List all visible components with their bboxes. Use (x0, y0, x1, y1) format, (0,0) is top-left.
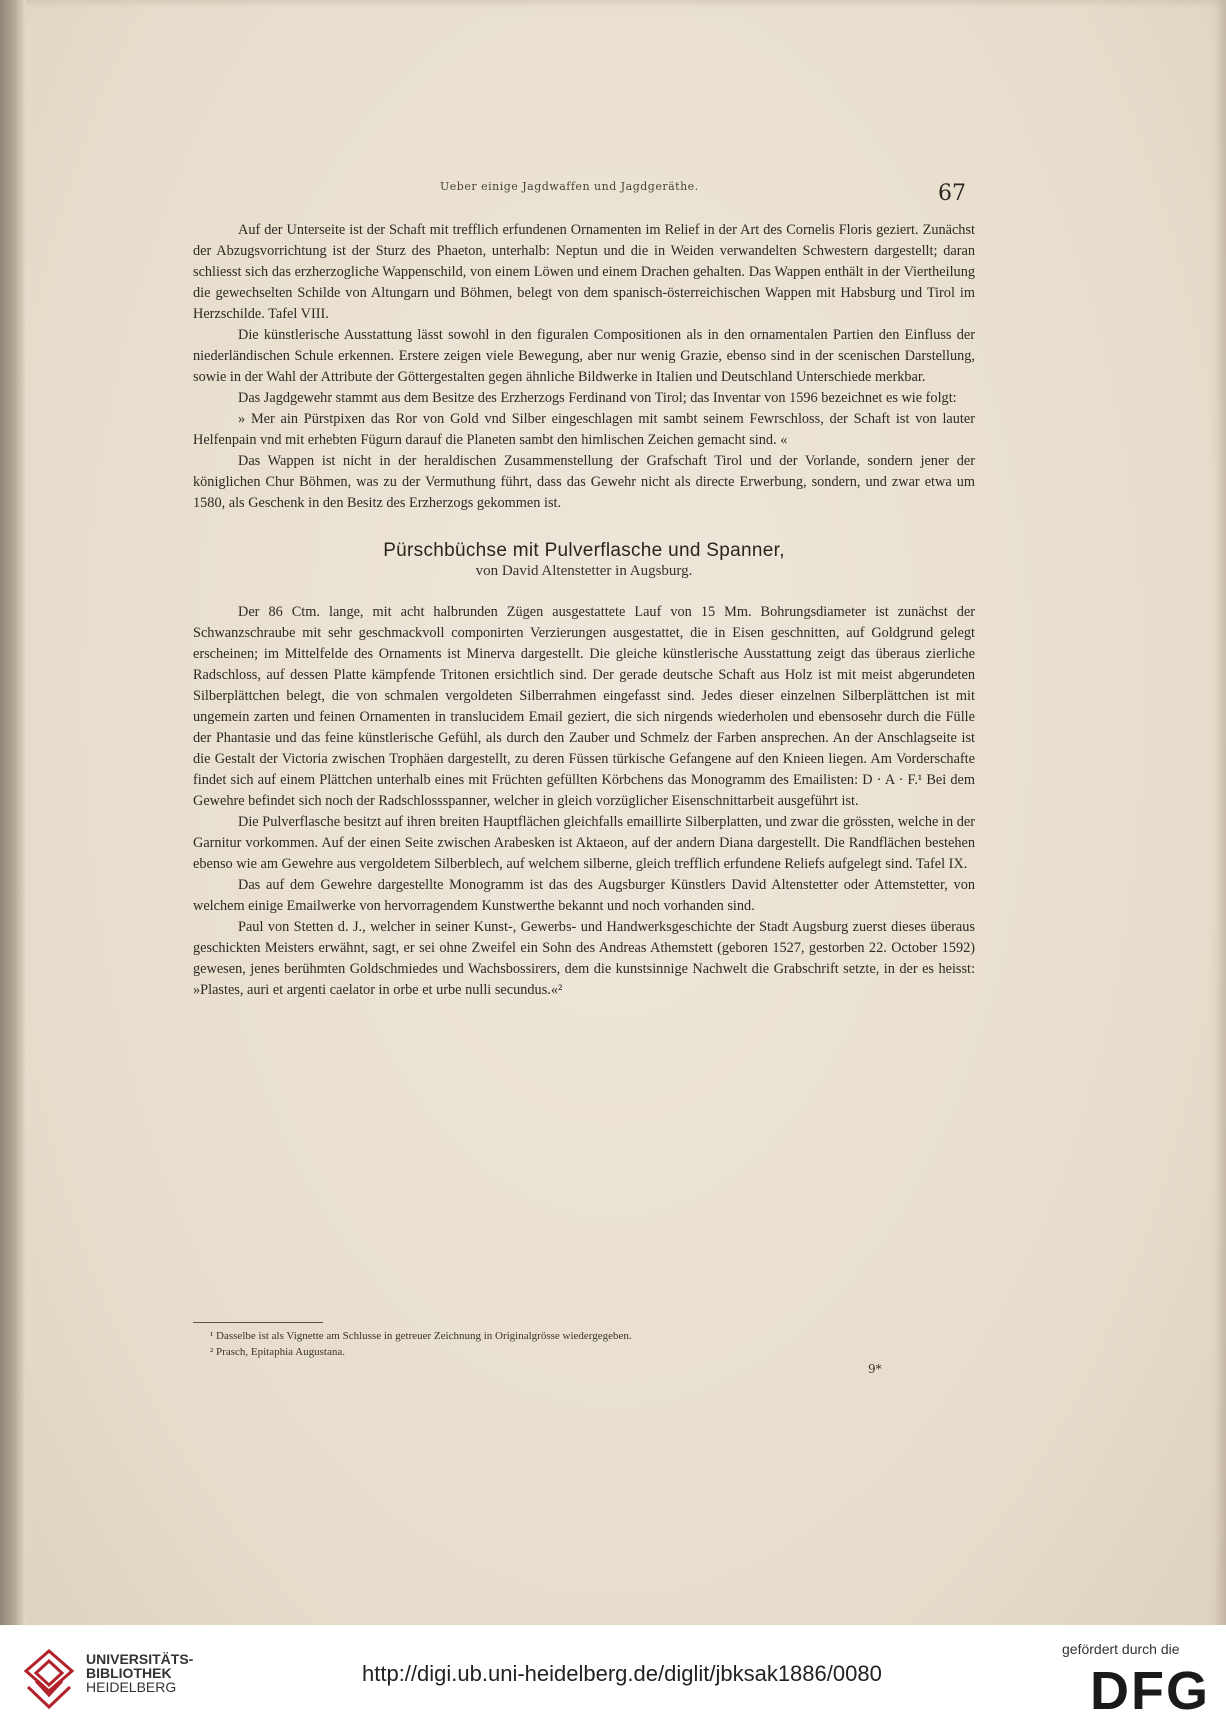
paragraph: Die künstlerische Ausstattung lässt sowohl in den figuralen Compositionen als in den ornamentalen Partien den Einfluss der niederländischen Schule erkennen. Erstere zeigen viele Bewegung, aber nur wenig Grazie, ebenso sind in der scenischen Darstellung, sowie in der Wahl der Attribute der Göttergestalten gegen ähnliche Bildwerke in Italien und Deutschland Unterschiede merkbar. (193, 327, 975, 385)
quote-paragraph: » Mer ain Pürstpixen das Ror von Gold vnd Silber eingeschlagen mit sambt seinem Fewrschloss, der Schaft ist von lauter Helfenpain vnd mit erhebten Fügurn darauf die Planeten sambt den himlischen Zeichen gemacht sind. « (193, 411, 975, 448)
paragraph: Der 86 Ctm. lange, mit acht halbrunden Zügen ausgestattete Lauf von 15 Mm. Bohrungsdiameter ist zunächst der Schwanzschraube mit sehr geschmackvoll componirten Verzierungen ausgestattet, die in Eisen geschnitten, auf Goldgrund gelegt erscheinen; im Mittelfelde des Ornaments ist Minerva dargestellt. Die gleiche künstlerische Ausstattung zeigt das überaus zierliche Radschloss, auf dessen Platte kämpfende Tritonen ersichtlich sind. Der gerade deutsche Schaft aus Holz ist mit meist abgerundeten Silberplättchen belegt, die von schmalen vergoldeten Silberrahmen eingefasst sind. Jedes dieser einzelnen Silberplättchen ist mit ungemein zarten und feinen Ornamenten in translucidem Email geziert, die sich nirgends wiederholen und ebensosehr durch die Fülle der Phantasie und das feine künstlerische Gefühl, als durch den Zauber und Schmelz der Farben ansprechen. An der Anschlagseite ist die Gestalt der Victoria zwischen Trophäen dargestellt, zu deren Füssen türkische Gefangene auf den Knieen liegen. Am Vorderschafte findet sich auf einem Plättchen unterhalb eines mit Früchten gefüllten Körbchens das Monogramm des Emailisten: D · A · F.¹ Bei dem Gewehre befindet sich noch der Radschlossspanner, welcher in gleich vorzüglicher Eisenschnittarbeit ausgeführt ist. (193, 604, 975, 809)
sheet-signature: 9* (868, 1362, 882, 1376)
section-heading: Pürschbüchse mit Pulverflasche und Spanner, (383, 540, 785, 561)
footnote: ² Prasch, Epitaphia Augustana. (210, 1346, 345, 1358)
body-text (193, 220, 975, 1001)
paragraph: Die Pulverflasche besitzt auf ihren breiten Hauptflächen gleichfalls emaillirte Silberplatten, und zwar die grössten, welche in der Garnitur vorkommen. Auf der einen Seite zwischen Arabesken ist Aktaeon, auf der andern Diana dargestellt. Die Randflächen bestehen ebenso wie am Gewehre aus vergoldetem Silberblech, auf welchem silberne, gleich trefflich erfundene Reliefs aufgelegt sind. Tafel IX. (193, 814, 975, 872)
footnote: ¹ Dasselbe ist als Vignette am Schlusse in getreuer Zeichnung in Originalgrösse wiedergegeben. (210, 1330, 632, 1342)
running-header: Ueber einige Jagdwaffen und Jagdgeräthe. (440, 180, 699, 193)
paragraph: Paul von Stetten d. J., welcher in seiner Kunst-, Gewerbs- und Handwerksgeschichte der Stadt Augsburg zuerst dieses überaus geschickten Meisters erwähnt, sagt, er sei ohne Zweifel ein Sohn des Andreas Athemstett (geboren 1527, gestorben 22. October 1592) gewesen, jenes berühmten Goldschmiedes und Wachsbossirers, dem die kunstsinnige Nachwelt die Grabschrift setzte, in der es heisst: »Plastes, auri et argenti caelator in orbe et urbe nulli secundus.«² (193, 919, 975, 998)
book-spine-shadow (0, 0, 26, 1625)
funding-caption: gefördert durch die (1062, 1641, 1180, 1657)
section-subheading: von David Altenstetter in Augsburg. (475, 563, 693, 579)
university-library-logo-icon (22, 1647, 76, 1713)
footnotes (210, 1328, 910, 1360)
paragraph: Auf der Unterseite ist der Schaft mit trefflich erfundenen Ornamenten im Relief in der Art des Cornelis Floris geziert. Zunächst der Abzugsvorrichtung ist der Sturz des Phaeton, unterhalb: Neptun und die in Weiden verwandelten Schwestern dargestellt; daran schliesst sich das erzherzogliche Wappenschild, von einem Löwen und einem Drachen gehalten. Das Wappen enthält in der Viertheilung die gewechselten Schilde von Altungarn und Böhmen, belegt von dem spanisch-österreichischen Wappen mit Habsburg und Tirol im Herzschilde. Tafel VIII. (193, 222, 975, 322)
dfg-logo: DFG (1090, 1661, 1210, 1721)
footnote-divider (193, 1322, 323, 1323)
footer-bar (0, 1625, 1226, 1736)
page-number: 67 (938, 181, 966, 206)
paragraph: Das Wappen ist nicht in der heraldischen Zusammenstellung der Grafschaft Tirol und der Vorlande, sondern jener der königlichen Chur Böhmen, was zu der Vermuthung führt, dass das Gewehr nicht als directe Erwerbung, sondern, und zwar etwa um 1580, als Geschenk in den Besitz des Erzherzogs gekommen ist. (193, 453, 975, 511)
paragraph: Das Jagdgewehr stammt aus dem Besitze des Erzherzogs Ferdinand von Tirol; das Inventar von 1596 bezeichnet es wie folgt: (238, 390, 957, 406)
library-name: UNIVERSITÄTS- BIBLIOTHEK HEIDELBERG (86, 1651, 194, 1695)
permalink-url[interactable]: http://digi.ub.uni-heidelberg.de/diglit/jbksak1886/0080 (362, 1661, 882, 1686)
paragraph: Das auf dem Gewehre dargestellte Monogramm ist das des Augsburger Künstlers David Altenstetter oder Attemstetter, von welchem einige Emailwerke von hervorragendem Kunstwerthe bekannt und noch vorhanden sind. (193, 877, 975, 914)
